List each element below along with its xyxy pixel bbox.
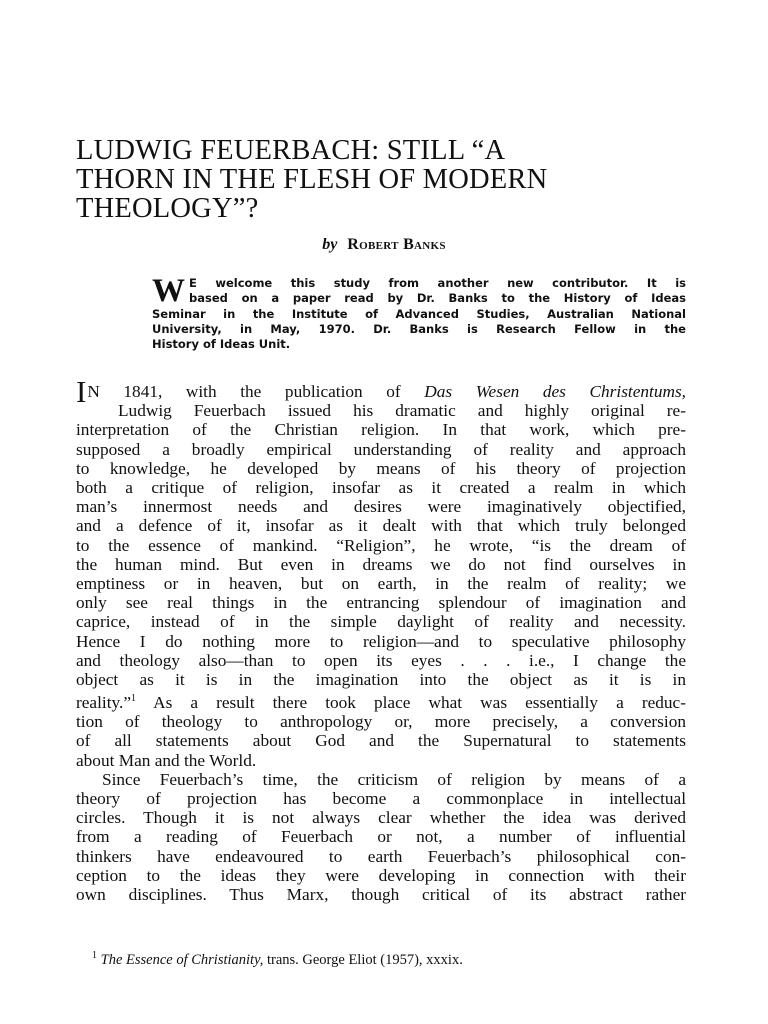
body-line: of all statements about God and the Supernatural to statements	[76, 731, 686, 751]
footnote-marker: 1	[131, 693, 137, 705]
body-line: Since Feuerbach’s time, the criticism of religion by means of a	[102, 769, 686, 789]
body-line: Ludwig Feuerbach issued his dramatic and highly original re-	[118, 401, 686, 421]
body-line: and theology also—than to open its eyes . . . i.e., I change the	[76, 650, 686, 670]
body-text-run: N 1841, with the publication of	[87, 382, 401, 401]
title-line: THEOLOGY”?	[76, 193, 259, 224]
editor-line: University, in May, 1970. Dr. Banks is Research Fellow in the	[152, 321, 686, 336]
byline	[0, 236, 768, 254]
editor-line: Seminar in the Institute of Advanced Studies, Australian National	[152, 306, 686, 321]
body-line: only see real things in the entrancing splendour of imagination and	[76, 593, 686, 613]
editor-note	[152, 273, 686, 352]
body-line: theory of projection has become a commonplace in intellectual	[76, 789, 686, 809]
footnote	[92, 950, 692, 969]
body-line	[76, 374, 686, 409]
body-line: supposed a broadly empirical understanding of reality and approach	[76, 439, 686, 459]
footnote-number: 1	[92, 950, 97, 961]
body-line: man’s innermost needs and desires were imaginatively objectified,	[76, 497, 686, 517]
body-text-run: reality.”	[76, 693, 132, 713]
body-line: both a critique of religion, insofar as it created a realm in which	[76, 478, 686, 498]
body-dropcap: I	[76, 374, 87, 409]
footnote-book-title: The Essence of Christianity,	[100, 951, 264, 968]
footnote-text: trans. George Eliot (1957), xxxix.	[263, 951, 463, 968]
editor-line: History of Ideas Unit.	[152, 337, 291, 352]
title-line: THORN IN THE FLESH OF MODERN	[76, 164, 548, 195]
book-title: Das Wesen des Christentums,	[424, 382, 686, 401]
editor-line: E welcome this study from another new contributor. It is	[189, 276, 686, 290]
body-line	[76, 689, 686, 712]
editor-dropcap: W	[152, 273, 185, 309]
body-line: thinkers have endeavoured to earth Feuerbach’s philosophical con-	[76, 846, 686, 866]
body-line: ception to the ideas they were developing in connection with their	[76, 865, 686, 885]
body-line: caprice, instead of in the simple daylight of reality and necessity.	[76, 612, 686, 632]
body-line: about Man and the World.	[76, 750, 257, 770]
author-name: Robert Banks	[347, 236, 446, 253]
byline-by: by	[322, 236, 338, 253]
article-body	[76, 374, 686, 905]
body-line: to the essence of mankind. “Religion”, he wrote, “is the dream of	[76, 535, 686, 555]
body-line: from a reading of Feuerbach or not, a number of influential	[76, 827, 686, 847]
body-text-run: As a result there took place what was essentially a reduc-	[136, 693, 686, 713]
body-line: interpretation of the Christian religion. In that work, which pre-	[76, 420, 686, 440]
article-title	[76, 136, 676, 223]
body-line: to knowledge, he developed by means of his theory of projection	[76, 458, 686, 478]
body-line: the human mind. But even in dreams we do not find ourselves in	[76, 554, 686, 574]
body-line: object as it is in the imagination into the object as it is in	[76, 670, 686, 690]
body-line: circles. Though it is not always clear whether the idea was derived	[76, 808, 686, 828]
editor-line: based on a paper read by Dr. Banks to the History of Ideas	[189, 291, 686, 306]
body-line: Hence I do nothing more to religion—and to speculative philosophy	[76, 631, 686, 651]
body-line: emptiness or in heaven, but on earth, in the realm of reality; we	[76, 574, 686, 594]
body-line: tion of theology to anthropology or, more precisely, a conversion	[76, 712, 686, 732]
title-line: LUDWIG FEUERBACH: STILL “A	[76, 135, 506, 166]
body-line: own disciplines. Thus Marx, though critical of its abstract rather	[76, 885, 686, 905]
body-line: and a defence of it, insofar as it dealt with that which truly belonged	[76, 516, 686, 536]
